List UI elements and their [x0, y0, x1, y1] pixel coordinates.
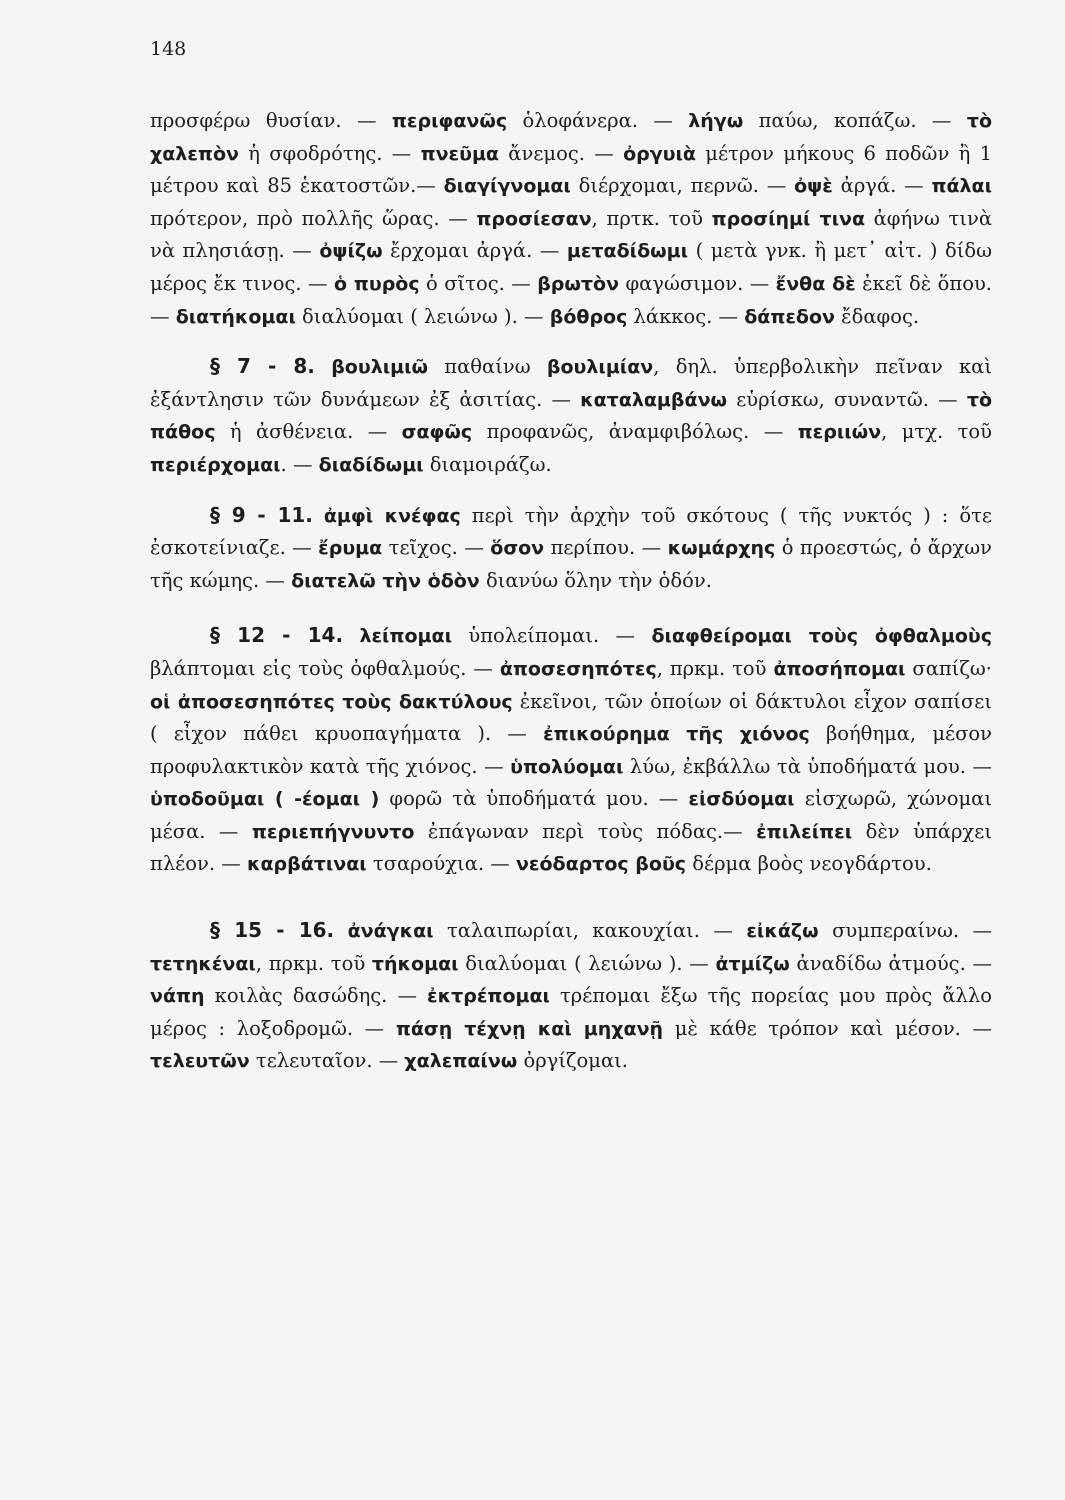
gloss-text: ἐκεῖνοι, τῶν ὁποίων οἱ δάκτυλοι εἶχον σαπίσει ( εἶχον πάθει κρυοπαγήματα ). —	[150, 689, 993, 746]
glossary-text	[150, 105, 992, 1078]
gloss-text: ταλαιπωρίαι, κακουχίαι. —	[433, 919, 747, 943]
headword: βρωτὸν	[537, 272, 620, 295]
headword: τετηκέναι	[150, 952, 256, 975]
gloss-text: ἀναδίδω ἀτμούς. —	[789, 951, 993, 975]
gloss-text: ἡ ἀσθένεια. —	[215, 420, 402, 444]
headword: ἐπιλείπει	[756, 820, 853, 843]
gloss-text: ὁλοφάνερα. —	[507, 109, 689, 132]
gloss-text: περὶ τὴν ἀρχὴν τοῦ σκότους ( τῆς νυκτός ) : ὅτε ἐσκοτείνιαζε. —	[150, 503, 992, 560]
headword: διατήκομαι	[175, 305, 296, 328]
headword: νάπη	[150, 985, 205, 1008]
gloss-text: τελευταῖον. —	[249, 1049, 405, 1073]
gloss-text: διανύω ὅλην τὴν ὁδόν.	[479, 568, 712, 592]
gloss-text: σαπίζω·	[905, 656, 992, 680]
gloss-text: εἰσχωρῶ, χώνομαι μέσα. —	[150, 787, 992, 843]
gloss-text: διαμοιράζω.	[423, 452, 552, 476]
section-ref: § 9 - 11.	[210, 502, 313, 527]
headword: διαγίγνομαι	[443, 175, 571, 198]
page-number: 148	[150, 38, 187, 60]
headword: διαφθείρομαι τοὺς ὀφθαλμοὺς	[651, 625, 993, 648]
gloss-text: λύω, ἐκβάλλω τὰ ὑποδήματά μου. —	[623, 754, 992, 778]
gloss-text: ἔδαφος.	[834, 304, 920, 328]
gloss-text: φαγώσιμον. —	[619, 271, 776, 295]
headword: προσίεσαν	[476, 207, 592, 230]
headword: λείπομαι	[359, 625, 452, 648]
headword: πάλαι	[931, 175, 992, 198]
headword: καρβάτιναι	[246, 853, 367, 876]
headword: ὑπολύομαι	[510, 755, 624, 778]
section-ref: § 12 - 14.	[210, 623, 344, 648]
gloss-text	[315, 355, 331, 378]
headword: ἀποσήπομαι	[773, 657, 906, 680]
headword: βουλιμίαν	[546, 356, 654, 379]
headword: ἔρυμα	[318, 537, 383, 560]
gloss-text: ἐπάγωναν περὶ τοὺς πόδας.—	[414, 819, 757, 843]
paragraph	[150, 499, 992, 598]
headword: ἀποσεσηπότες	[499, 657, 657, 680]
headword: τὸ χαλεπὸν	[150, 110, 993, 165]
gloss-text: ἔρχομαι ἀργά. —	[382, 239, 567, 263]
gloss-text: , μτχ. τοῦ	[881, 420, 992, 444]
headword: σαφῶς	[401, 421, 473, 444]
gloss-text: εὑρίσκω, συναντῶ. —	[727, 387, 967, 411]
headword: πάσῃ τέχνῃ καὶ μηχανῇ	[395, 1017, 664, 1040]
gloss-text: βοήθημα, μέσον προφυλακτικὸν κατὰ τῆς χιόνος. —	[150, 722, 992, 778]
gloss-text: μέτρον μήκους 6 ποδῶν ἢ 1 μέτρου καὶ 85 ἑκατοστῶν.—	[150, 141, 993, 198]
section-ref: § 15 - 16.	[210, 918, 335, 943]
headword: ἀμφὶ κνέφας	[323, 504, 461, 527]
headword: τὸ πάθος	[150, 388, 992, 444]
headword: περιέρχομαι	[150, 453, 281, 476]
gloss-text: δὲν ὑπάρχει πλέον. —	[150, 819, 992, 876]
gloss-text: ὀργίζομαι.	[517, 1049, 628, 1073]
headword: κωμάρχης	[667, 537, 776, 560]
gloss-text: ἐκεῖ δὲ ὅπου. —	[150, 271, 992, 328]
gloss-text: παθαίνω	[428, 355, 547, 379]
headword: διαδίδωμι	[318, 453, 424, 476]
paragraph	[150, 350, 992, 481]
gloss-text: διαλύομαι ( λειώνω ). —	[295, 304, 550, 328]
gloss-text: τεῖχος. —	[382, 536, 491, 560]
headword: εἰσδύομαι	[688, 788, 795, 811]
headword: ὁ πυρὸς	[333, 272, 420, 295]
headword: ὑποδοῦμαι ( -έομαι )	[150, 788, 380, 811]
gloss-text: λάκκος. —	[627, 304, 745, 328]
headword: ἀτμίζω	[715, 952, 790, 975]
gloss-text: ὁ προεστώς, ὁ ἄρχων τῆς κώμης. —	[150, 536, 992, 592]
gloss-text	[334, 919, 347, 942]
gloss-text: ἀφήνω τινὰ νὰ πλησιάσῃ. —	[150, 206, 992, 263]
headword: βόθρος	[549, 305, 628, 328]
headword: ἔνθα δὲ	[775, 272, 856, 295]
gloss-text: κοιλὰς δασώδης. —	[204, 984, 428, 1008]
gloss-text: συμπεραίνω. —	[818, 919, 992, 943]
gloss-text: ἀργά. —	[832, 174, 932, 198]
headword: περιφανῶς	[391, 110, 508, 132]
headword: τελευτῶν	[150, 1050, 250, 1073]
gloss-text	[313, 504, 324, 527]
paragraph	[150, 105, 992, 333]
headword: ἀνάγκαι	[347, 920, 434, 943]
headword: καταλαμβάνω	[580, 388, 728, 411]
gloss-text: παύω, κοπάζω. —	[743, 109, 967, 132]
gloss-text: . —	[280, 452, 319, 476]
gloss-text: ὑπολείπομαι. —	[451, 624, 652, 648]
gloss-text: φορῶ τὰ ὑποδήματά μου. —	[379, 787, 689, 811]
paragraph	[150, 914, 992, 1078]
headword: βουλιμιῶ	[331, 356, 429, 379]
headword: διατελῶ τὴν ὁδὸν	[291, 569, 480, 592]
headword: τήκομαι	[371, 952, 459, 975]
gloss-text: , δηλ. ὑπερβολικὴν πεῖναν καὶ ἐξάντλησιν τῶν δυνάμεων ἐξ ἀσιτίας. —	[150, 355, 992, 411]
headword: περιεπήγνυντο	[251, 820, 415, 843]
headword: ἐπικούρημα τῆς χιόνος	[543, 723, 810, 746]
gloss-text: μὲ κάθε τρόπον καὶ μέσον. —	[663, 1016, 993, 1040]
gloss-text: προφανῶς, ἀναμφιβόλως. —	[472, 420, 798, 444]
gloss-text: ὁ σῖτος. —	[419, 271, 538, 295]
gloss-text: πρότερον, πρὸ πολλῆς ὥρας. —	[150, 206, 477, 230]
headword: οἱ ἀποσεσηπότες τοὺς δακτύλους	[150, 690, 513, 713]
gloss-text	[343, 624, 359, 647]
headword: ὀργυιὰ	[623, 142, 696, 165]
headword: ὅσον	[490, 537, 545, 560]
gloss-text: τσαρούχια. —	[366, 852, 516, 876]
headword: χαλεπαίνω	[404, 1050, 518, 1073]
headword: ὀψὲ	[794, 175, 833, 198]
gloss-text: ἄνεμος. —	[499, 141, 624, 165]
gloss-text: διαλύομαι ( λειώνω ). —	[458, 951, 716, 975]
gloss-text: , πρτκ. τοῦ	[591, 206, 712, 230]
gloss-text: δέρμα βοὸς νεογδάρτου.	[686, 852, 932, 876]
section-ref: § 7 - 8.	[210, 354, 315, 379]
gloss-text: τρέπομαι ἔξω τῆς πορείας μου πρὸς ἄλλο μέρος : λοξοδρομῶ. —	[150, 984, 992, 1040]
gloss-text: , πρκμ. τοῦ	[656, 656, 774, 680]
gloss-text: ἡ σφοδρότης. —	[238, 141, 421, 165]
headword: ὀψίζω	[319, 240, 383, 263]
headword: μεταδίδωμι	[566, 240, 689, 263]
headword: προσίημί τινα	[711, 207, 865, 230]
headword: περιιών	[797, 421, 882, 444]
headword: δάπεδον	[744, 305, 835, 328]
gloss-text: ( μετὰ γνκ. ἢ μετ᾽ αἰτ. ) δίδω μέρος ἔκ τινος. —	[150, 239, 992, 295]
gloss-text: , πρκμ. τοῦ	[255, 951, 372, 975]
gloss-text: διέρχομαι, περνῶ. —	[570, 174, 795, 198]
gloss-text: βλάπτομαι εἰς τοὺς ὀφθαλμούς. —	[150, 656, 500, 680]
headword: νεόδαρτος βοῦς	[515, 853, 687, 876]
paragraph	[150, 619, 992, 881]
gloss-text: περίπου. —	[544, 536, 668, 560]
headword: πνεῦμα	[420, 142, 499, 165]
headword: ἐκτρέπομαι	[427, 985, 550, 1008]
headword: λήγω	[688, 110, 744, 132]
headword: εἰκάζω	[746, 920, 819, 943]
gloss-text: προσφέρω θυσίαν. —	[150, 109, 392, 132]
